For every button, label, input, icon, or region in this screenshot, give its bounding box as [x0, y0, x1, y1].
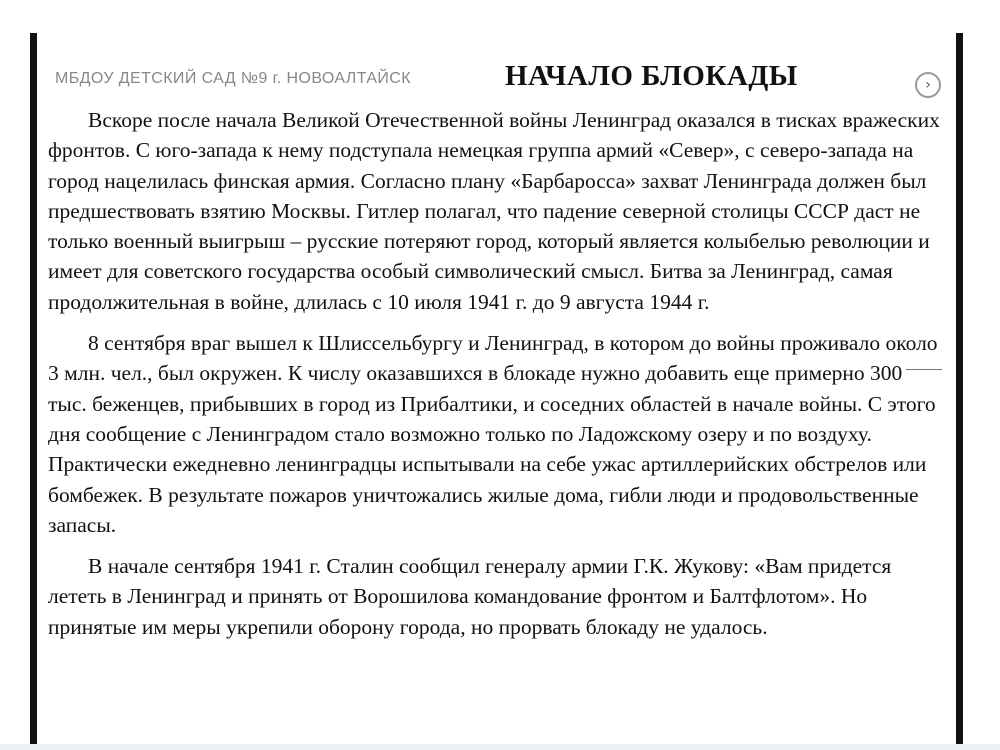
- right-border-bar: [956, 33, 963, 745]
- paragraph-2: 8 сентября враг вышел к Шлиссельбургу и Ленинград, в котором до войны проживало около 3 млн. чел., был окружен. К числу оказавшихся в блокаде нужно добавить еще примерно 300 тыс. беженцев, прибывших в город из Прибалтики, и соседних областей в начале войны. С этого дня сообщение с Ленинградом стало возможно только по Ладожскому озеру и по воздуху. Практически ежедневно ленинградцы испытывали на себе ужас артиллерийских обстрелов или бомбежек. В результате пожаров уничтожались жилые дома, гибли люди и продовольственные запасы.: [48, 331, 938, 537]
- next-slide-button[interactable]: [915, 72, 941, 98]
- paragraph-1: Вскоре после начала Великой Отечественной войны Ленинград оказался в тисках вражеских фронтов. С юго-запада к нему подступала немецкая группа армий «Север», с северо-запада на город нацелилась финская армия. Согласно плану «Барбаросса» захват Ленинграда должен был предшествовать взятию Москвы. Гитлер полагал, что падение северной столицы СССР даст не только военный выигрыш – русские потеряют город, который является колыбелью революции и имеет для советского государства особый символический смысл. Битва за Ленинград, самая продолжительная в войне, длилась с 10 июля 1941 г. до 9 августа 1944 г.: [48, 108, 940, 314]
- slide-title: НАЧАЛО БЛОКАДЫ: [505, 60, 798, 92]
- chevron-right-icon: ›: [925, 77, 931, 93]
- organization-header: МБДОУ ДЕТСКИЙ САД №9 г. НОВОАЛТАЙСК: [55, 70, 411, 87]
- left-border-bar: [30, 33, 37, 745]
- bottom-strip: [0, 744, 1000, 750]
- paragraph-3: В начале сентября 1941 г. Сталин сообщил генералу армии Г.К. Жукову: «Вам придется лететь в Ленинград и принять от Ворошилова командование фронтом и Балтфлотом». Но принятые им меры укрепили оборону города, но прорвать блокаду не удалось.: [48, 554, 892, 639]
- text-body: [48, 105, 943, 642]
